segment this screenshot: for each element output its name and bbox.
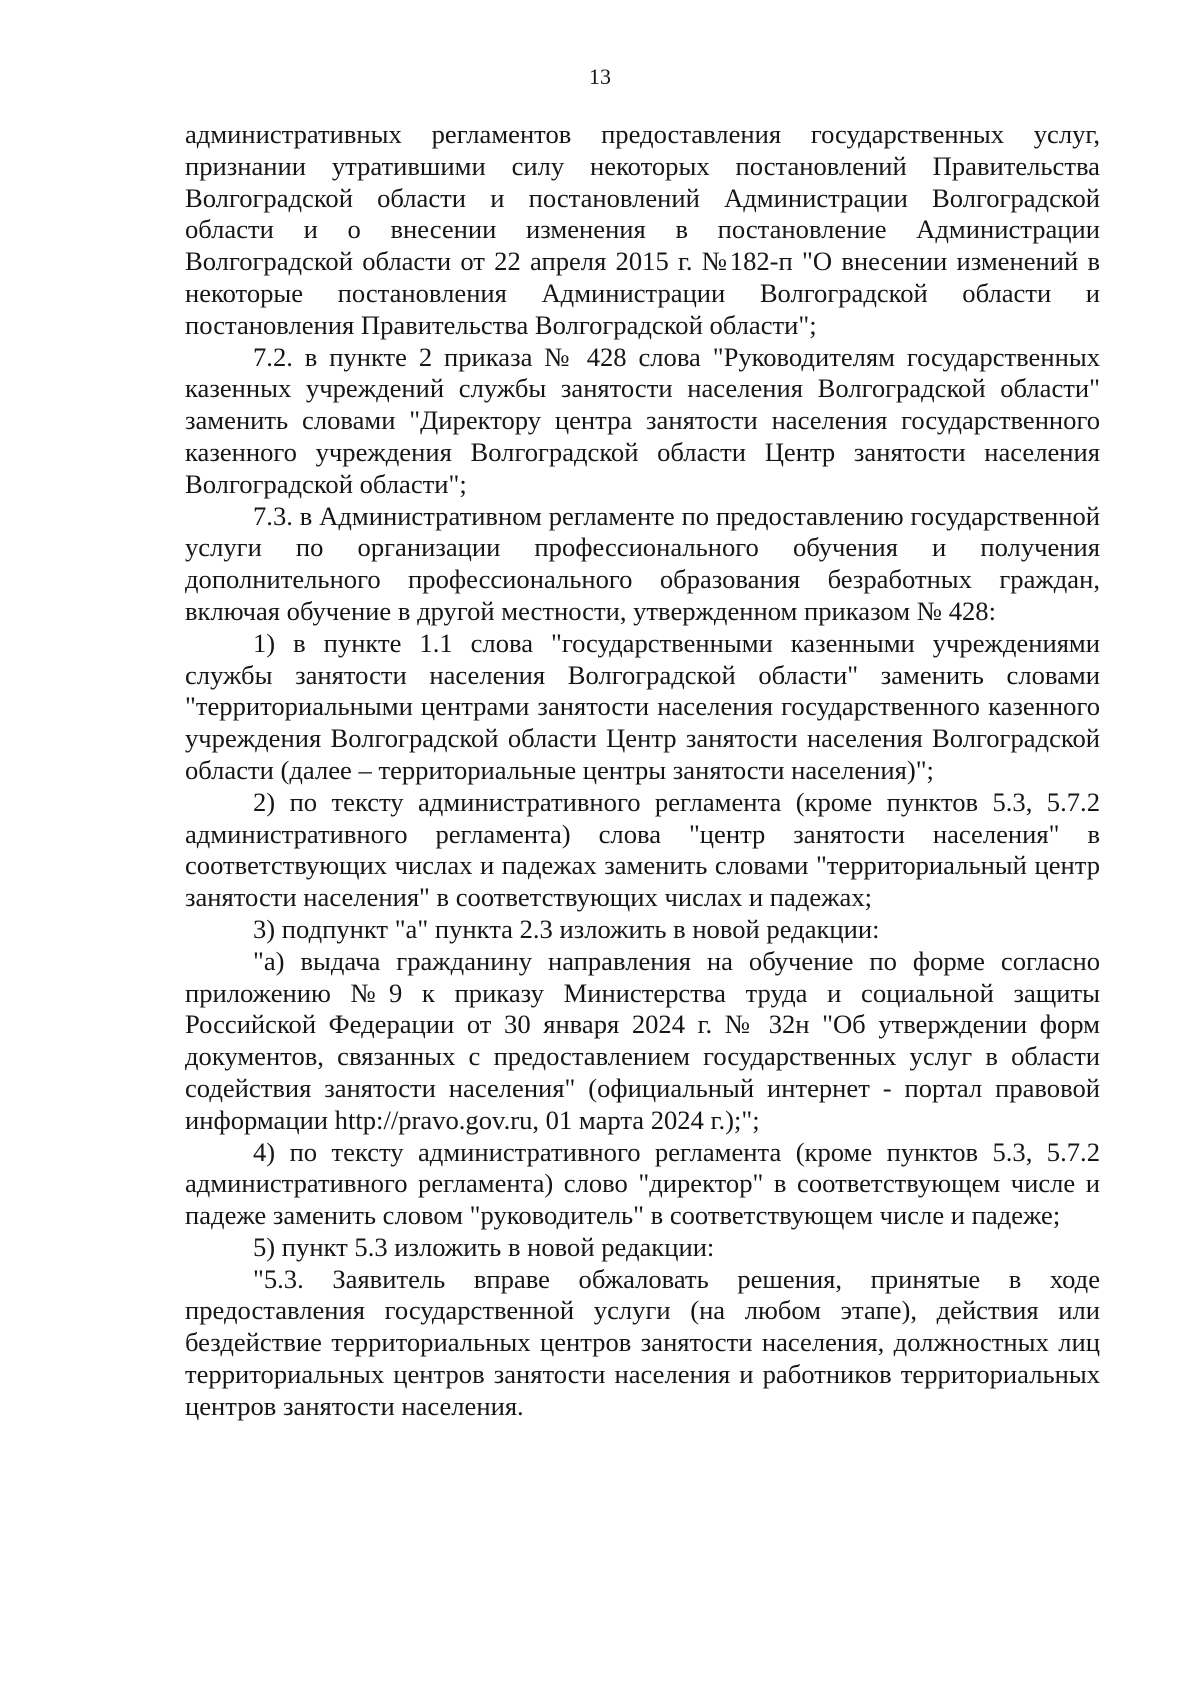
paragraph-7-2: 7.2. в пункте 2 приказа № 428 слова "Руководителям государственных казенных учреждений службы занятости населения Волгоградской области" заменить словами "Директору центра занятости населения государственного казенного учреждения Волгоградской области Центр занятости населения Волгоградской области";: [185, 341, 1100, 499]
paragraph-7-3: 7.3. в Административном регламенте по предоставлению государственной услуги по организации профессионального обучения и получения дополнительного профессионального образования безработных граждан, включая обучение в другой местности, утвержденном приказом № 428:: [185, 500, 1100, 626]
paragraph-continuation: административных регламентов предоставления государственных услуг, признании утратившими силу некоторых постановлений Правительства Волгоградской области и постановлений Администрации Волгоградской области и о внесении изменения в постановление Администрации Волгоградской области от 22 апреля 2015 г. №182-п "О внесении изменений в некоторые постановления Администрации Волгоградской области и постановления Правительства Волгоградской области";: [185, 119, 1100, 340]
paragraph-item-5: 5) пункт 5.3 изложить в новой редакции:: [253, 1231, 715, 1262]
paragraph-item-3: 3) подпункт "а" пункта 2.3 изложить в новой редакции:: [253, 913, 880, 944]
page-number: 13: [589, 64, 611, 89]
paragraph-item-2: 2) по тексту административного регламента (кроме пунктов 5.3, 5.7.2 административного регламента) слова "центр занятости населения" в соответствующих числах и падежах заменить словами "территориальный центр занятости населения" в соответствующих числах и падежах;: [185, 786, 1100, 913]
paragraph-item-3-text: "а) выдача гражданину направления на обучение по форме согласно приложению №9 к приказу Министерства труда и социальной защиты Российской Федерации от 30 января 2024 г. № 32н "Об утверждении форм документов, связанных с предоставлением государственных услуг в области содействия занятости населения" (официальный интернет - портал правовой информации http://pravo.gov.ru, 01 марта 2024 г.);";: [185, 945, 1100, 1135]
paragraph-item-4: 4) по тексту административного регламента (кроме пунктов 5.3, 5.7.2 административного регламента) слово "директор" в соответствующем числе и падеже заменить словом "руководитель" в соответствующем числе и падеже;: [185, 1136, 1100, 1231]
paragraph-item-1: 1) в пункте 1.1 слова "государственными казенными учреждениями службы занятости населения Волгоградской области" заменить словами "территориальными центрами занятости населения государственного казенного учреждения Волгоградской области Центр занятости населения Волгоградской области (далее – территориальные центры занятости населения)";: [185, 627, 1100, 785]
document-body: [185, 119, 1100, 1423]
paragraph-item-5-text: "5.3. Заявитель вправе обжаловать решения, принятые в ходе предоставления государственной услуги (на любом этапе), действия или бездействие территориальных центров занятости населения, должностных лиц территориальных центров занятости населения и работников территориальных центров занятости населения.: [185, 1263, 1100, 1421]
